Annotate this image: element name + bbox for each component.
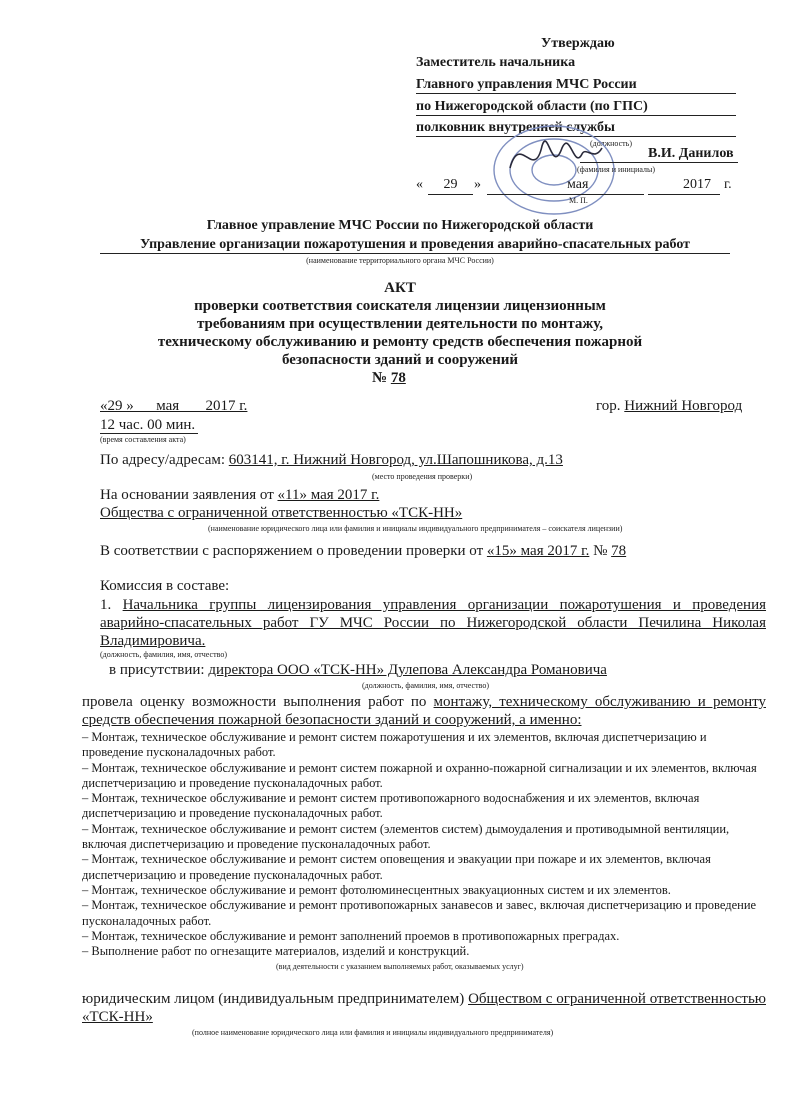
act-subtitle-3: техническому обслуживанию и ремонту средств обеспечения пожарной: [157, 334, 643, 350]
work-item: – Монтаж, техническое обслуживание и ремонт систем оповещения и эвакуации при пожаре и их элементов, включая диспетчеризацию и проведение пусконаладочных работ.: [82, 852, 711, 882]
act-number: № 78: [372, 370, 406, 386]
approver-position-line1: Заместитель начальника: [416, 55, 576, 70]
work-item: – Монтаж, техническое обслуживание и ремонт фотолюминесцентных эвакуационных систем и их элементов.: [82, 882, 671, 897]
caption-org: (наименование территориального органа МЧС России): [306, 256, 494, 265]
approval-date-day: 29: [443, 177, 458, 192]
work-item: – Монтаж, техническое обслуживание и ремонт заполнений проемов в противопожарных преградах.: [82, 928, 620, 943]
approver-position-line3: по Нижегородской области (по ГПС): [416, 99, 736, 116]
applicant-org: Общества с ограниченной ответственностью «ТСК-НН»: [100, 505, 463, 521]
work-item: – Монтаж, техническое обслуживание и ремонт систем пожаротушения и их элементов, включая диспетчеризацию и проведение пусконаладочных работ.: [82, 730, 707, 760]
works-list: [82, 730, 766, 959]
commission-member: 1. Начальника группы лицензирования управления организации пожаротушения и проведения аварийно-спасательных работ ГУ МЧС России по Нижегородской области Печилина Николая Владимировича.: [100, 597, 767, 649]
approval-date-month: мая: [567, 177, 589, 192]
approval-date-g: г.: [724, 177, 732, 192]
caption-position: (должность): [590, 139, 632, 148]
act-time: 12 час. 00 мин.: [100, 417, 196, 433]
act-subtitle-2: требованиям при осуществлении деятельности по монтажу,: [197, 316, 603, 332]
act-subtitle-1: проверки соответствия соискателя лицензии лицензионным: [194, 298, 606, 314]
work-item: – Выполнение работ по огнезащите материалов, изделий и конструкций.: [82, 944, 470, 959]
approval-date-open: «: [416, 177, 423, 192]
caption-works: (вид деятельности с указанием выполняемых работ, оказываемых услуг): [276, 962, 524, 971]
work-item: – Монтаж, техническое обслуживание и ремонт противопожарных занавесов и завес, включая диспетчеризацию и проведение пусконаладочных работ.: [82, 898, 757, 928]
caption-address: (место проведения проверки): [372, 472, 473, 481]
act-subtitle-4: безопасности зданий и сооружений: [281, 352, 519, 368]
application-basis: На основании заявления от «11» мая 2017 г.: [100, 487, 380, 503]
approval-date-close: »: [474, 177, 481, 192]
commission-label: Комиссия в составе:: [100, 578, 230, 594]
act-date: «29 » мая 2017 г.: [100, 398, 248, 414]
caption-name: (фамилия и инициалы): [577, 165, 656, 174]
assessment-lead: провела оценку возможности выполнения работ по монтажу, техническому обслуживанию и ремонту средств обеспечения пожарной безопасности зданий и сооружений, а именно:: [82, 694, 766, 728]
inspection-address: По адресу/адресам: 603141, г. Нижний Новгород, ул.Шапошникова, д.13: [100, 452, 563, 468]
assessment-entity: юридическим лицом (индивидуальным предпринимателем) Обществом с ограниченной ответственностью «ТСК-НН»: [82, 991, 766, 1025]
act-city: гор. Нижний Новгород: [596, 398, 743, 414]
approver-position-line2: Главного управления МЧС России: [416, 77, 736, 94]
signer-underline: [580, 162, 738, 163]
caption-seal: М. П.: [569, 196, 588, 205]
work-item: – Монтаж, техническое обслуживание и ремонт систем пожарной и охранно-пожарной сигнализации и их элементов, включая диспетчеризацию и проведение пусконаладочных работ.: [82, 760, 757, 790]
approver-position-line4: полковник внутренней службы: [416, 120, 736, 137]
inspection-order: В соответствии с распоряжением о проведении проверки от «15» мая 2017 г. № 78: [100, 543, 627, 559]
approve-heading: Утверждаю: [541, 36, 615, 51]
caption-entity: (полное наименование юридического лица или фамилия и инициалы индивидуального предпринимателя): [192, 1028, 554, 1037]
approval-date-year: 2017: [683, 177, 711, 192]
caption-presence: (должность, фамилия, имя, отчество): [362, 681, 489, 690]
org-name: Главное управление МЧС России по Нижегородской области: [206, 218, 594, 233]
commission-presence: в присутствии: директора ООО «ТСК-НН» Дулепова Александра Романовича: [109, 662, 607, 678]
caption-time: (время составления акта): [100, 435, 186, 444]
work-item: – Монтаж, техническое обслуживание и ремонт систем (элементов систем) дымоудаления и противодымной вентиляции, включая диспетчеризацию и проведение пусконаладочных работ.: [82, 821, 730, 852]
caption-member: (должность, фамилия, имя, отчество): [100, 650, 227, 659]
act-title: АКТ: [384, 280, 416, 296]
work-item: – Монтаж, техническое обслуживание и ремонт систем противопожарного водоснабжения и их элементов, включая диспетчеризацию и проведение пусконаладочных работ.: [82, 791, 700, 821]
org-department: Управление организации пожаротушения и проведения аварийно-спасательных работ: [100, 237, 730, 254]
caption-applicant: (наименование юридического лица или фамилия и инициалы индивидуального предпринимателя – соискателя лицензии): [208, 524, 623, 533]
approver-name: В.И. Данилов: [648, 146, 734, 161]
